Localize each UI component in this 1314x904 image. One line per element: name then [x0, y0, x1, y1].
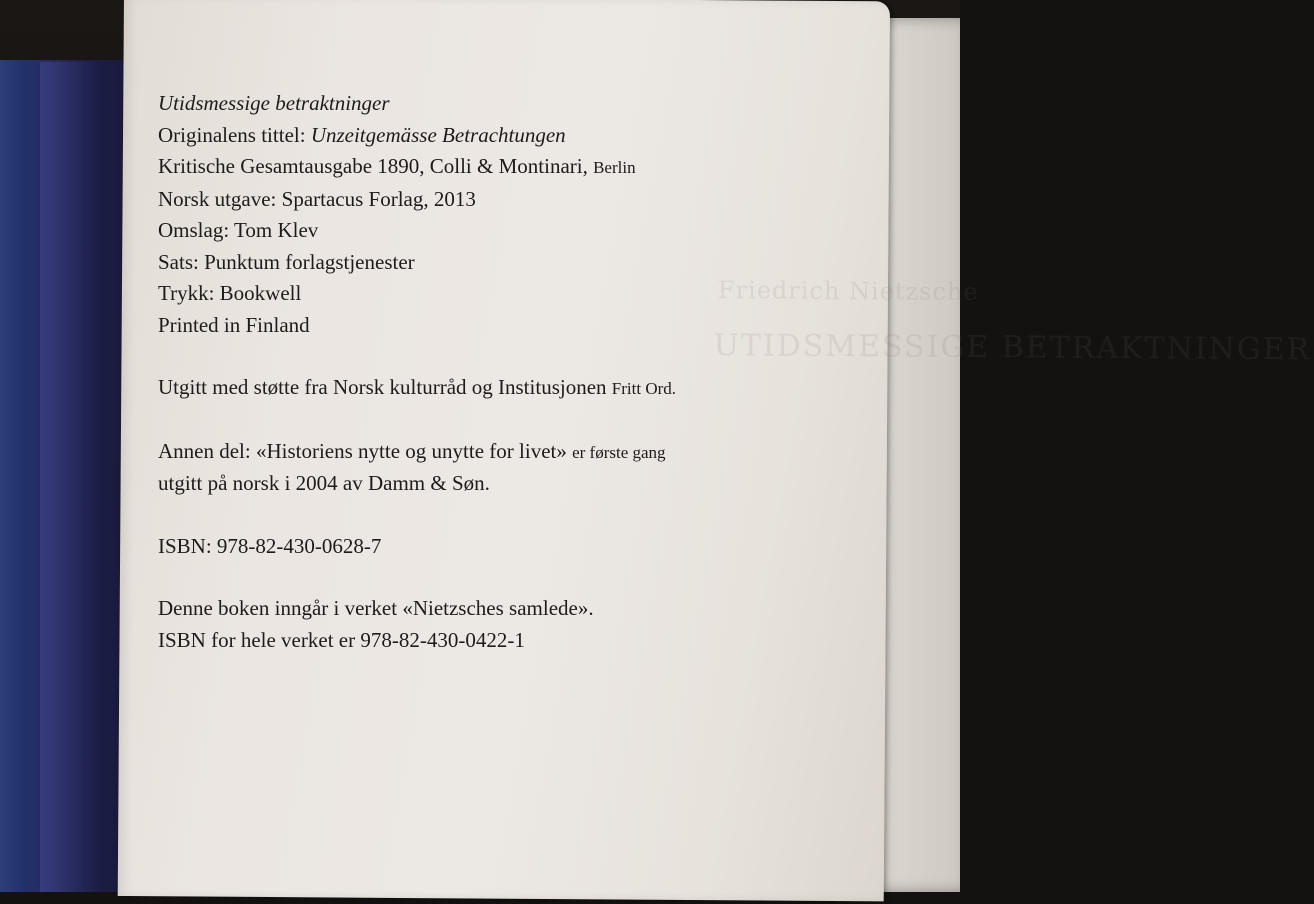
- spacer: [158, 341, 778, 372]
- part-two-main: Annen del: «Historiens nytte og unytte for livet»: [158, 438, 573, 463]
- part-two-line: [158, 436, 778, 469]
- typesetting-credit: Sats: Punktum forlagstjenester: [158, 249, 415, 274]
- edition-main: Kritische Gesamtausgabe 1890, Colli & Montinari,: [158, 154, 594, 178]
- spacer: [158, 562, 778, 593]
- original-title-label: Originalens tittel:: [158, 122, 311, 147]
- printed-in: Printed in Finland: [158, 312, 310, 337]
- bleed-through-author: Friedrich Nietzsche: [717, 276, 979, 306]
- edition-city: Berlin: [593, 158, 636, 177]
- bleed-through-title: UTIDSMESSIGE BETRAKTNINGER: [713, 328, 1312, 368]
- book-title: Utidsmessige betraktninger: [158, 91, 390, 115]
- support-line: [158, 372, 778, 405]
- part-two-line-2: utgitt på norsk i 2004 av Damm & Søn.: [158, 471, 490, 495]
- printing-credit: Trykk: Bookwell: [158, 281, 302, 305]
- norwegian-edition: Norsk utgave: Spartacus Forlag, 2013: [158, 186, 476, 211]
- colophon-text: [158, 88, 778, 656]
- original-title: Unzeitgemässe Betrachtungen: [310, 122, 566, 147]
- part-two-end: er første gang: [572, 442, 666, 462]
- isbn: ISBN: 978-82-430-0628-7: [158, 533, 382, 558]
- support-end: Fritt Ord.: [611, 379, 677, 398]
- cover-credit: Omslag: Tom Klev: [158, 218, 319, 242]
- series-line-1: Denne boken inngår i verket «Nietzsches samlede».: [158, 596, 594, 620]
- support-main: Utgitt med støtte fra Norsk kulturråd og Institusjonen: [158, 375, 612, 399]
- spacer: [158, 405, 778, 436]
- series-line-2: ISBN for hele verket er 978-82-430-0422-1: [158, 627, 525, 652]
- original-title-line: [158, 120, 778, 152]
- edition-line: [158, 151, 778, 184]
- spacer: [158, 500, 778, 531]
- book-cover-highlight: [40, 62, 100, 892]
